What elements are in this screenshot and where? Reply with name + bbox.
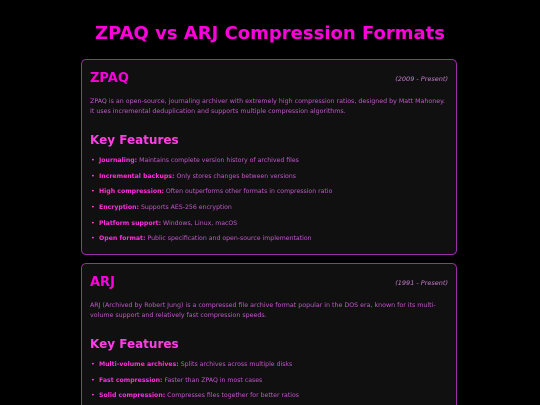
feature-item [90, 219, 448, 235]
format-name: ARJ [90, 275, 115, 290]
feature-list [90, 360, 448, 405]
bullet-icon: • [91, 203, 95, 212]
format-name: ZPAQ [90, 71, 129, 86]
feature-text: Maintains complete version history of archived files [139, 157, 299, 164]
feature-text: Compresses files together for better ratios [167, 392, 299, 400]
feature-list [90, 156, 448, 250]
feature-text: Splits archives across multiple disks [180, 361, 293, 368]
feature-item [90, 172, 448, 188]
format-card-zpaq [81, 59, 457, 255]
feature-name: High compression: [99, 188, 164, 196]
bullet-icon: • [91, 375, 95, 384]
feature-item [90, 187, 448, 203]
feature-name: Journaling: [99, 157, 138, 164]
bullet-icon: • [91, 156, 95, 164]
feature-name: Multi-volume archives: [99, 361, 179, 368]
format-description: ZPAQ is an open-source, journaling archiver with extremely high compression ratios, designed by Matt Mahoney. It uses incremental deduplication and supports multiple compression algorithms. [90, 98, 445, 115]
card-header [90, 274, 448, 294]
feature-text: Supports AES-256 encryption [141, 204, 232, 212]
feature-text: Faster than ZPAQ in most cases [164, 376, 263, 384]
feature-text: Often outperforms other formats in compression ratio [165, 188, 333, 196]
bullet-icon: • [91, 187, 95, 196]
feature-item [90, 376, 448, 392]
feature-item [90, 203, 448, 219]
format-description: ARJ (Archived by Robert Jung) is a compressed file archive format popular in the DOS era, known for its multi-volume support and relatively fast compression speeds. [90, 302, 436, 319]
feature-name: Solid compression: [99, 392, 166, 400]
format-card-arj [81, 263, 457, 405]
feature-text: Public specification and open-source implementation [147, 235, 312, 243]
feature-name: Incremental backups: [99, 172, 175, 180]
page-title: ZPAQ vs ARJ Compression Formats [95, 23, 445, 44]
bullet-icon: • [91, 360, 95, 368]
feature-item [90, 234, 448, 250]
bullet-icon: • [91, 218, 95, 227]
feature-text: Windows, Linux, macOS [163, 219, 238, 227]
feature-item [90, 360, 448, 376]
key-features-heading: Key Features [90, 133, 179, 147]
bullet-icon: • [91, 391, 95, 400]
feature-name: Platform support: [99, 219, 162, 227]
feature-text: Only stores changes between versions [176, 172, 296, 180]
key-features-heading: Key Features [90, 337, 179, 351]
bullet-icon: • [91, 171, 95, 180]
feature-name: Fast compression: [99, 376, 163, 384]
format-years: (1991 - Present) [395, 279, 448, 287]
bullet-icon: • [91, 234, 95, 243]
card-header [90, 70, 448, 90]
feature-item [90, 156, 448, 172]
feature-name: Encryption: [99, 204, 140, 212]
feature-item [90, 391, 448, 405]
format-years: (2009 - Present) [395, 75, 448, 83]
feature-name: Open format: [99, 235, 146, 243]
